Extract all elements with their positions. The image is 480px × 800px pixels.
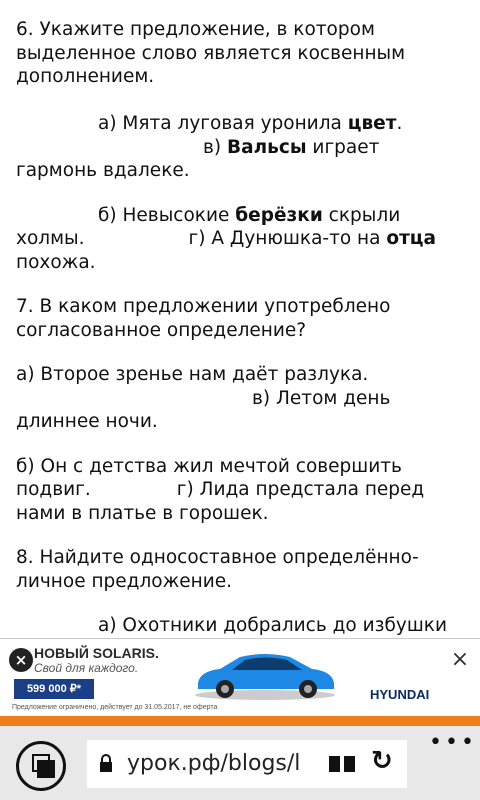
ad-banner[interactable] — [0, 638, 480, 719]
q6-option-b: б) Невысокие берёзки скрыли холмы. — [16, 204, 401, 249]
article-content — [16, 18, 466, 659]
reading-view-icon[interactable] — [327, 754, 357, 774]
ad-title: НОВЫЙ SOLARIS. — [34, 645, 159, 661]
address-bar[interactable] — [87, 740, 407, 788]
question-8 — [16, 546, 466, 593]
tabs-icon-front — [37, 760, 55, 778]
question-7-ab — [16, 363, 466, 434]
question-8-title: 8. Найдите односоставное определённо-личное предложение. — [16, 547, 419, 592]
browser-toolbar — [0, 726, 480, 800]
question-8-a — [16, 614, 466, 638]
q7-option-g: г) Лида предстала перед нами в платье в горошек. — [16, 479, 425, 524]
hyundai-logo: HYUNDAI — [370, 687, 430, 702]
q6-option-a: а) Мята луговая уронила цвет. — [98, 113, 403, 134]
ad-dismiss-icon[interactable]: × — [450, 647, 470, 672]
car-image — [190, 643, 340, 701]
url-text[interactable]: урок.рф/blogs/l — [127, 751, 301, 776]
question-6-title: 6. Укажите предложение, в котором выделенное слово является косвенным дополнением. — [16, 19, 406, 87]
question-6-cont — [16, 204, 466, 275]
q6-option-g: г) А Дунюшка-то на отца похожа. — [16, 228, 437, 273]
q7-option-a: а) Второе зренье нам даёт разлука. — [16, 364, 369, 385]
question-7-title: 7. В каком предложении употреблено согласованное определение? — [16, 296, 391, 341]
tabs-button[interactable] — [16, 741, 66, 791]
refresh-icon[interactable]: ↻ — [371, 746, 393, 776]
ad-accent-strip — [0, 716, 480, 726]
ad-price: 599 000 ₽* — [14, 679, 94, 699]
q7-option-v: в) Летом день длиннее ночи. — [16, 387, 391, 432]
more-menu-icon[interactable]: ••• — [429, 730, 477, 755]
ad-fine-print: Предложение ограничено, действует до 31.05.2017, не оферта — [12, 704, 218, 711]
question-7 — [16, 295, 466, 342]
lock-icon — [99, 754, 113, 772]
question-6 — [16, 18, 466, 183]
ad-subtitle: Свой для каждого. — [34, 661, 139, 675]
q6-option-v: в) Вальсы играет гармонь вдалеке. — [16, 136, 380, 181]
question-7-bg — [16, 455, 466, 526]
q8-option-a: а) Охотники добрались до избушки — [98, 615, 447, 636]
ad-close-icon[interactable]: × — [9, 648, 33, 672]
q7-option-b: б) Он с детства жил мечтой совершить подвиг. — [16, 455, 402, 500]
